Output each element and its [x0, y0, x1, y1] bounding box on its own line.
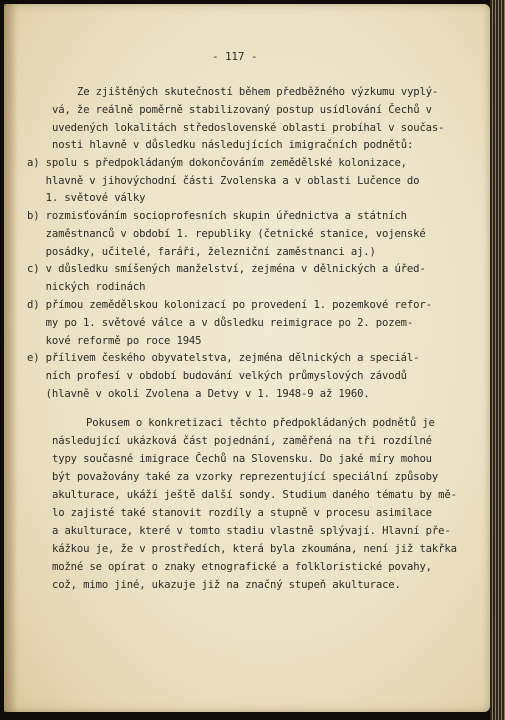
paragraph-line: akulturace, ukáží ještě další sondy. Studium daného tématu by mě-: [52, 489, 457, 501]
list-item-e-line: (hlavně v okolí Zvolena a Detvy v 1. 1948-9 až 1960.: [27, 388, 370, 400]
list-item-e-line: e) přílivem českého obyvatelstva, zejména dělnických a speciál-: [27, 352, 420, 364]
list-item-d-line: d) přímou zemědělskou kolonizací po provedení 1. pozemkové refor-: [27, 299, 432, 311]
list-item-a-line: 1. světové války: [27, 192, 146, 204]
list-item-c-line: nických rodinách: [27, 281, 146, 293]
list-item-d-line: kové reformě po roce 1945: [27, 335, 202, 347]
list-item-b-line: b) rozmisťováním socioprofesních skupin úřednictva a státních: [27, 210, 407, 222]
paragraph-line: být považovány také za vzorky reprezentující speciální způsoby: [52, 471, 439, 483]
paragraph-line: vá, že reálně poměrně stabilizovaný postup usídlování Čechů v: [52, 104, 432, 116]
paragraph-line: Ze zjištěných skutečností během předběžného výzkumu vyplý-: [77, 86, 439, 98]
page-edges: [490, 0, 505, 720]
list-item-d-line: my po 1. světové válce a v důsledku reimigrace po 2. pozem-: [27, 317, 414, 329]
paragraph-line: nosti hlavně v důsledku následujících imigračních podnětů:: [52, 139, 414, 151]
list-item-a-line: a) spolu s předpokládaným dokončováním zemědělské kolonizace,: [27, 157, 407, 169]
list-item-e-line: ních profesí v období budování velkých průmyslových závodů: [27, 370, 407, 382]
paragraph-line: následující ukázková část pojednání, zaměřená na tři rozdílné: [52, 435, 432, 447]
paragraph-line: typy současné imigrace Čechů na Slovensku. Do jaké míry mohou: [52, 453, 432, 465]
paragraph-line: což, mimo jiné, ukazuje již na značný stupeň akulturace.: [52, 579, 401, 591]
list-item-b-line: posádky, učitelé, faráři, železniční zaměstnanci aj.): [27, 246, 376, 258]
paragraph-line: uvedených lokalitách středoslovenské oblasti probíhal v součas-: [52, 122, 445, 134]
list-item-c-line: c) v důsledku smíšených manželství, zejména v dělnických a úřed-: [27, 263, 426, 275]
paragraph-line: a akulturace, které v tomto stadiu vlastně splývají. Hlavní pře-: [52, 525, 451, 537]
paragraph-line: možné se opírat o znaky etnografické a folkloristické povahy,: [52, 561, 432, 573]
paragraph-line: kážkou je, že v prostředích, která byla zkoumána, není již takřka: [52, 543, 457, 555]
paragraph-line: Pokusem o konkretizaci těchto předpokládaných podnětů je: [86, 417, 435, 429]
list-item-b-line: zaměstnanců v období 1. republiky (četnické stanice, vojenské: [27, 228, 426, 240]
page-number: - 117 -: [212, 50, 258, 63]
list-item-a-line: hlavně v jihovýchodní části Zvolenska a v oblasti Lučence do: [27, 175, 420, 187]
paragraph-line: lo zajisté také stanovit rozdíly a stupně v procesu asimilace: [52, 507, 432, 519]
